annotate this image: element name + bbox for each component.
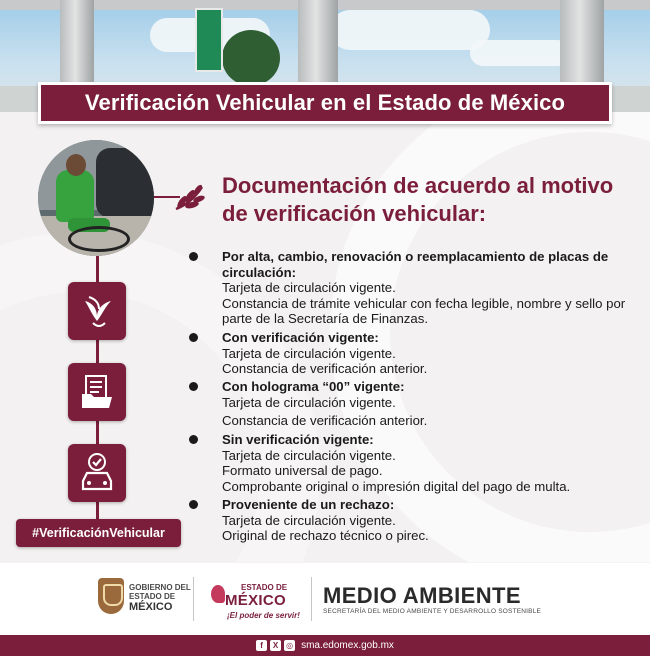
car-check-icon xyxy=(75,451,119,495)
requirement-line: Constancia de verificación anterior. xyxy=(222,413,428,428)
bird-emblem-icon xyxy=(77,291,117,331)
worker-photo xyxy=(38,140,154,256)
hashtag-badge xyxy=(16,519,181,547)
edomex-big-text: MÉXICO xyxy=(225,592,286,609)
requirement-label: Sin verificación vigente: xyxy=(222,432,374,447)
documents-box xyxy=(68,363,126,421)
x-icon[interactable]: X xyxy=(270,640,281,651)
laurel-leaf-icon xyxy=(172,183,208,213)
section-heading: Documentación de acuerdo al motivo de verificación vehicular: xyxy=(222,173,614,226)
requirement-label: Por alta, cambio, renovación o reemplacamiento de placas de circulación: xyxy=(222,249,609,280)
car-check-box xyxy=(68,444,126,502)
facebook-icon[interactable]: f xyxy=(256,640,267,651)
requirement-label: Con holograma “00” vigente: xyxy=(222,379,405,394)
bullet-icon xyxy=(189,435,198,444)
requirement-line: Constancia de trámite vehicular con fecha legible, nombre y sello por parte de la Secretaría de Finanzas. xyxy=(222,295,626,326)
bullet-icon xyxy=(189,333,198,342)
bullet-icon xyxy=(189,500,198,509)
footer-divider xyxy=(193,577,194,621)
coat-of-arms-icon xyxy=(98,578,124,614)
flower-mark-icon xyxy=(211,585,225,603)
requirement-label: Con verificación vigente: xyxy=(222,330,379,345)
bottom-bar xyxy=(0,635,650,656)
requirement-line: Comprobante original o impresión digital del pago de multa. xyxy=(222,478,571,494)
edomex-small-text: ESTADO DE xyxy=(241,583,288,592)
gobierno-line2: ESTADO DE xyxy=(129,592,176,601)
page-title: Verificación Vehicular en el Estado de México xyxy=(84,90,566,115)
requirement-line: Constancia de verificación anterior. xyxy=(222,361,428,376)
requirement-item xyxy=(189,432,629,494)
requirement-item xyxy=(189,379,629,429)
requirement-item xyxy=(189,330,629,377)
website-link[interactable]: sma.edomex.gob.mx xyxy=(301,640,394,651)
requirement-line: Tarjeta de circulación vigente. xyxy=(222,345,396,361)
requirement-line: Tarjeta de circulación vigente. xyxy=(222,512,396,528)
footer-logos xyxy=(0,563,650,635)
requirement-line: Formato universal de pago. xyxy=(222,463,383,478)
bullet-icon xyxy=(189,382,198,391)
edomex-logo xyxy=(205,577,305,623)
emblem-box xyxy=(68,282,126,340)
gobierno-line3: MÉXICO xyxy=(129,601,173,613)
title-banner xyxy=(38,82,612,124)
medio-ambiente-title: MEDIO AMBIENTE xyxy=(323,583,521,608)
bullet-icon xyxy=(189,252,198,261)
footer-divider xyxy=(311,577,312,621)
requirement-label: Proveniente de un rechazo: xyxy=(222,497,395,512)
hashtag-text: #VerificaciónVehicular xyxy=(32,526,165,540)
instagram-icon[interactable]: ◎ xyxy=(284,640,295,651)
requirement-item xyxy=(189,497,629,544)
requirement-line: Tarjeta de circulación vigente. xyxy=(222,447,396,463)
requirement-line: Original de rechazo técnico o pirec. xyxy=(222,528,429,543)
requirement-line: Tarjeta de circulación vigente. xyxy=(222,394,396,410)
edomex-slogan: ¡El poder de servir! xyxy=(227,611,300,620)
medio-ambiente-subtitle: SECRETARÍA DEL MEDIO AMBIENTE Y DESARROLLO SOSTENIBLE xyxy=(323,608,542,615)
gobierno-line1: GOBIERNO DEL xyxy=(129,583,191,592)
document-folder-icon xyxy=(77,372,117,412)
requirement-line: Tarjeta de circulación vigente. xyxy=(222,280,396,295)
gobierno-logo-text xyxy=(129,583,191,614)
requirement-item xyxy=(189,249,629,327)
